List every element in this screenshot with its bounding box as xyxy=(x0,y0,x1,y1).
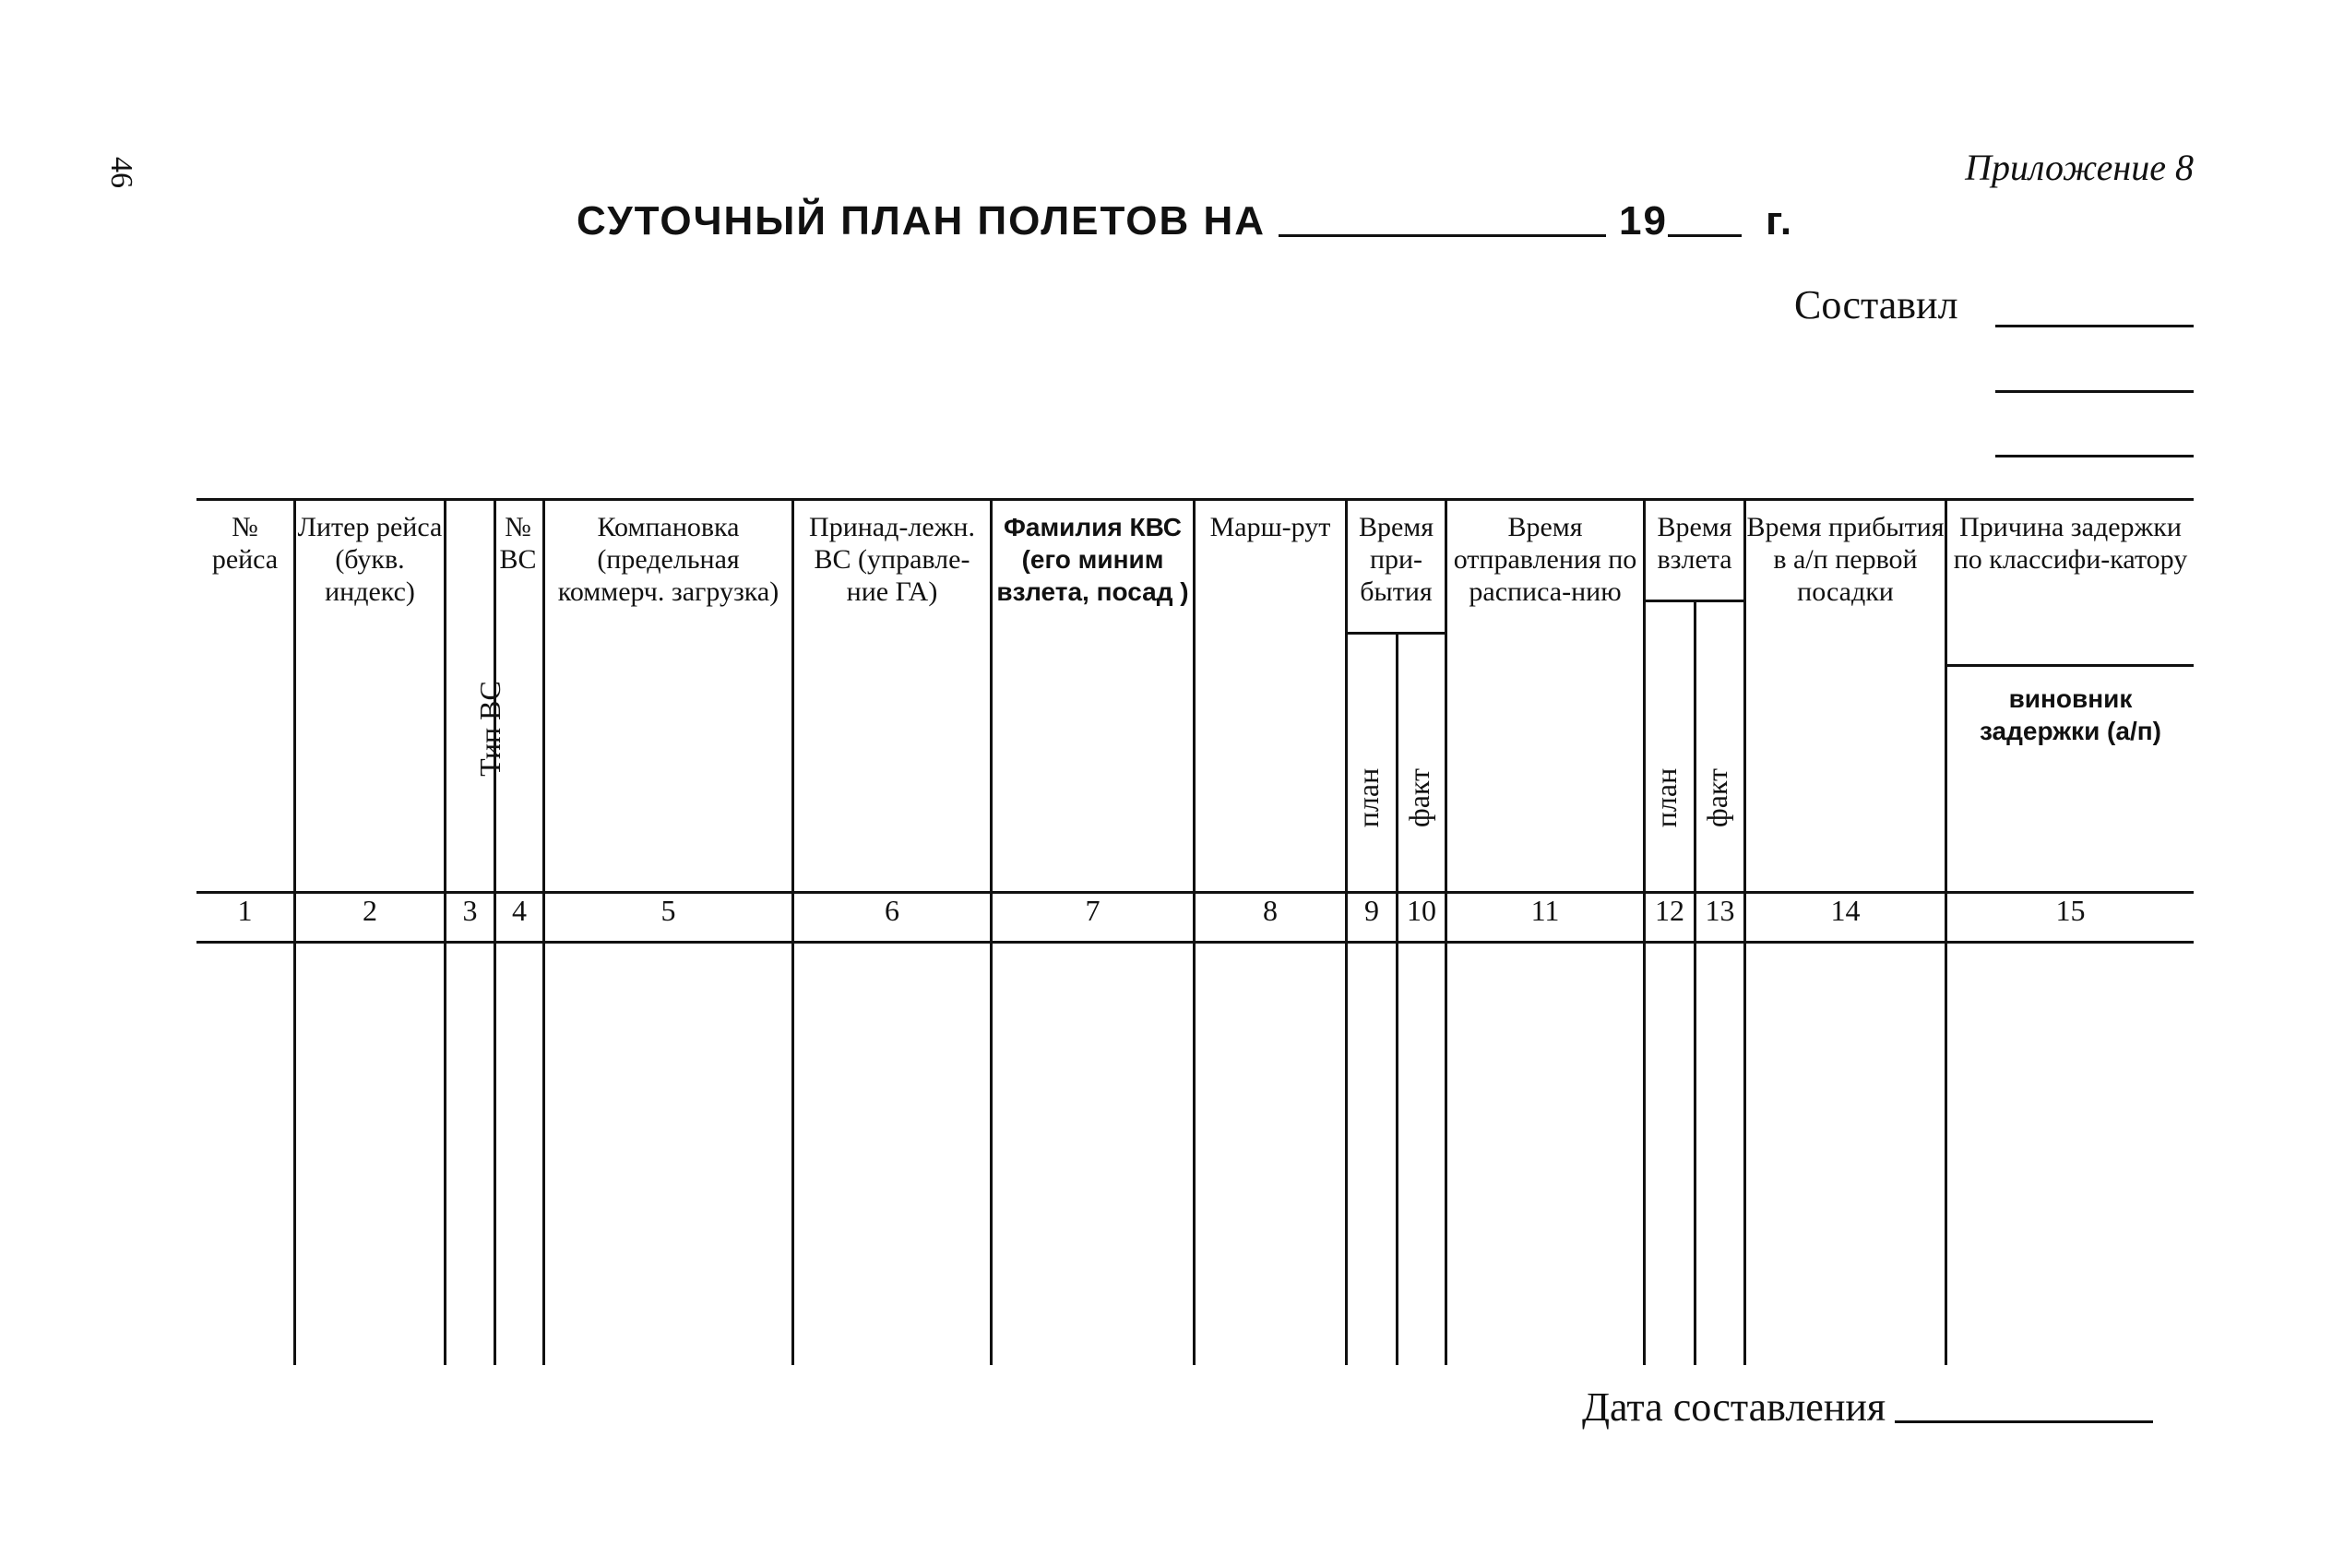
header-scheduled-departure: Время отправления по расписа-нию xyxy=(1453,512,1637,607)
column-number-2: 2 xyxy=(363,894,377,927)
document-title xyxy=(577,198,1793,244)
col-divider xyxy=(1743,498,1746,1365)
column-number-6: 6 xyxy=(885,894,899,927)
col-divider xyxy=(494,498,496,1365)
header-takeoff-plan: план xyxy=(1649,767,1683,828)
column-number-11: 11 xyxy=(1530,894,1560,927)
header-delay-reason: Причина задержки по классифи-катору xyxy=(1953,512,2188,575)
column-number-14: 14 xyxy=(1830,894,1861,927)
col-divider xyxy=(1643,498,1646,1365)
header-delay-culprit: виновник задержки (а/п) xyxy=(1980,684,2161,745)
column-number-12: 12 xyxy=(1655,894,1684,927)
date-compiled-label: Дата составления xyxy=(1582,1384,1886,1430)
year-prefix: 19 xyxy=(1619,198,1668,244)
header-route: Марш-рут xyxy=(1209,512,1331,542)
appendix-label: Приложение 8 xyxy=(1965,147,2194,188)
col-divider xyxy=(293,498,296,1365)
column-number-5: 5 xyxy=(660,894,676,927)
date-compiled-row xyxy=(1582,1384,2153,1431)
header-layout: Компановка (предельная коммерч. загрузка) xyxy=(557,512,779,607)
header-takeoff-time: Время взлета xyxy=(1657,512,1732,575)
header-captain: Фамилия КВС (его миним взлета, посад ) xyxy=(996,513,1189,606)
subheader-divider xyxy=(1643,600,1743,602)
header-arrival-fact: факт xyxy=(1402,767,1435,828)
subheader-divider xyxy=(1945,664,2194,667)
flight-plan-table xyxy=(196,498,2194,1365)
col-divider xyxy=(542,498,545,1365)
column-number-13: 13 xyxy=(1705,894,1735,927)
col-divider xyxy=(1445,498,1447,1365)
compiled-by-label: Составил xyxy=(1794,282,1958,327)
col-divider xyxy=(990,498,993,1365)
date-compiled-blank-line[interactable] xyxy=(1895,1417,2153,1423)
date-blank-line[interactable] xyxy=(1279,231,1606,237)
year-blank-line[interactable] xyxy=(1668,231,1742,237)
subheader-divider xyxy=(1345,632,1445,635)
header-arrival-plan: план xyxy=(1351,767,1385,828)
column-number-3: 3 xyxy=(462,894,478,927)
column-number-4: 4 xyxy=(512,894,527,927)
header-ownership: Принад-лежн. ВС (управле-ние ГА) xyxy=(809,512,975,607)
header-aircraft-number: № ВС xyxy=(499,512,537,575)
column-number-9: 9 xyxy=(1364,894,1379,927)
column-number-1: 1 xyxy=(237,894,253,927)
page-number: 46 xyxy=(104,157,138,188)
title-text: СУТОЧНЫЙ ПЛАН ПОЛЕТОВ НА xyxy=(577,198,1266,244)
column-number-15: 15 xyxy=(2055,894,2086,927)
col-divider xyxy=(1396,632,1398,1365)
col-divider xyxy=(791,498,794,1365)
col-divider xyxy=(1345,498,1348,1365)
header-flight-letter: Литер рейса (букв. индекс) xyxy=(297,512,443,607)
col-divider xyxy=(1945,498,1947,1365)
signature-line-1[interactable] xyxy=(1995,325,2194,327)
col-divider xyxy=(1694,600,1696,1365)
year-suffix: г. xyxy=(1765,198,1794,244)
signature-line-3[interactable] xyxy=(1995,455,2194,457)
column-number-8: 8 xyxy=(1263,894,1278,927)
signature-line-2[interactable] xyxy=(1995,390,2194,393)
header-takeoff-fact: факт xyxy=(1700,767,1733,828)
compiled-by-row xyxy=(1794,281,1958,328)
column-number-10: 10 xyxy=(1407,894,1436,927)
header-arrival-time: Время при-бытия xyxy=(1358,512,1434,607)
col-divider xyxy=(1193,498,1196,1365)
header-aircraft-type: Тип ВС xyxy=(473,681,506,777)
header-flight-number: № рейса xyxy=(211,512,279,575)
col-divider xyxy=(444,498,446,1365)
header-first-landing-arrival: Время прибытия в а/п первой посадки xyxy=(1746,512,1945,607)
column-number-7: 7 xyxy=(1085,894,1101,927)
